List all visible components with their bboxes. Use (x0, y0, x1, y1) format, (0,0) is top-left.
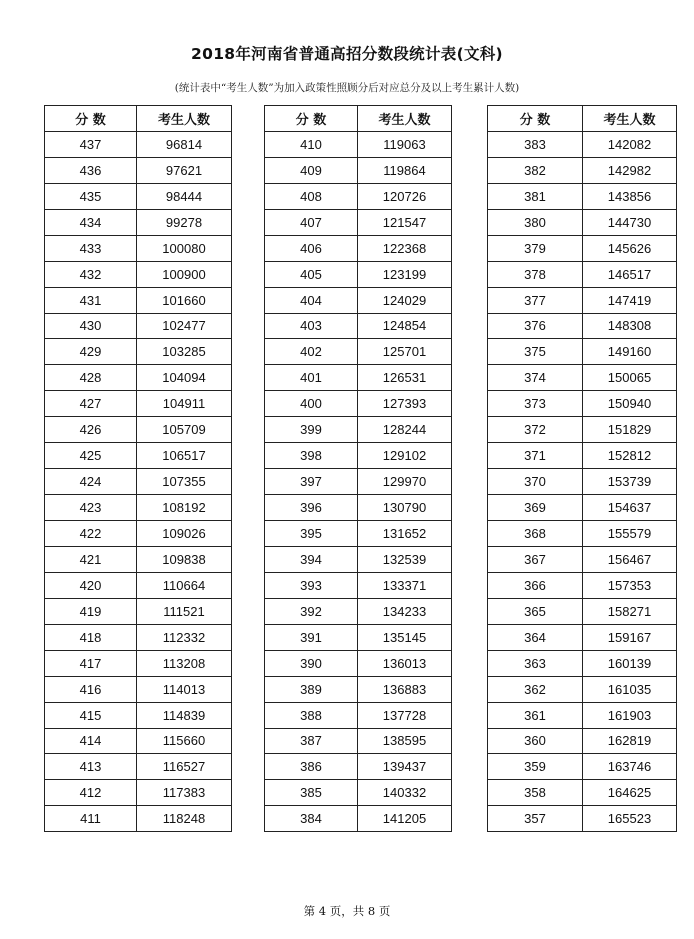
count-cell: 149160 (583, 339, 677, 365)
table-row (488, 183, 677, 209)
score-cell: 413 (45, 754, 137, 780)
table-row (45, 754, 232, 780)
table-row (45, 546, 232, 572)
header-score: 分 数 (488, 106, 583, 132)
count-cell: 153739 (583, 469, 677, 495)
count-cell: 156467 (583, 546, 677, 572)
score-cell: 385 (265, 780, 358, 806)
count-cell: 147419 (583, 287, 677, 313)
score-cell: 404 (265, 287, 358, 313)
table-row (488, 339, 677, 365)
table-row (488, 624, 677, 650)
count-cell: 136883 (358, 676, 452, 702)
table-row (265, 676, 452, 702)
table-row (488, 131, 677, 157)
table-row (488, 235, 677, 261)
table-row (45, 313, 232, 339)
count-cell: 119063 (358, 131, 452, 157)
table-row (265, 728, 452, 754)
count-cell: 104911 (137, 391, 232, 417)
count-cell: 111521 (137, 598, 232, 624)
table-row (488, 261, 677, 287)
score-cell: 396 (265, 495, 358, 521)
count-cell: 161035 (583, 676, 677, 702)
score-cell: 410 (265, 131, 358, 157)
table-row (45, 572, 232, 598)
count-cell: 126531 (358, 365, 452, 391)
table-row (488, 443, 677, 469)
count-cell: 121547 (358, 209, 452, 235)
score-cell: 425 (45, 443, 137, 469)
table-row (45, 261, 232, 287)
score-cell: 370 (488, 469, 583, 495)
count-cell: 101660 (137, 287, 232, 313)
count-cell: 157353 (583, 572, 677, 598)
score-cell: 368 (488, 521, 583, 547)
count-cell: 159167 (583, 624, 677, 650)
table-row (488, 469, 677, 495)
table-row (488, 806, 677, 832)
score-cell: 378 (488, 261, 583, 287)
table-row (265, 443, 452, 469)
score-cell: 390 (265, 650, 358, 676)
count-cell: 142982 (583, 157, 677, 183)
count-cell: 129102 (358, 443, 452, 469)
count-cell: 122368 (358, 235, 452, 261)
score-cell: 401 (265, 365, 358, 391)
table-row (265, 780, 452, 806)
table-row (265, 417, 452, 443)
score-cell: 419 (45, 598, 137, 624)
score-cell: 407 (265, 209, 358, 235)
table-row (265, 183, 452, 209)
score-cell: 388 (265, 702, 358, 728)
page-subtitle: (统计表中“考生人数”为加入政策性照顾分后对应总分及以上考生累计人数) (174, 82, 520, 94)
table-row (488, 650, 677, 676)
count-cell: 114013 (137, 676, 232, 702)
score-cell: 416 (45, 676, 137, 702)
table-row (265, 235, 452, 261)
count-cell: 154637 (583, 495, 677, 521)
count-cell: 150065 (583, 365, 677, 391)
score-cell: 402 (265, 339, 358, 365)
score-table-3 (487, 105, 677, 832)
table-row (265, 572, 452, 598)
table-row (488, 754, 677, 780)
score-cell: 430 (45, 313, 137, 339)
count-cell: 109026 (137, 521, 232, 547)
count-cell: 124029 (358, 287, 452, 313)
table-row (45, 780, 232, 806)
count-cell: 151829 (583, 417, 677, 443)
table-row (488, 287, 677, 313)
score-cell: 382 (488, 157, 583, 183)
table-row (45, 702, 232, 728)
score-table-1 (44, 105, 232, 832)
table-row (488, 157, 677, 183)
score-cell: 434 (45, 209, 137, 235)
table-row (265, 495, 452, 521)
count-cell: 136013 (358, 650, 452, 676)
score-cell: 426 (45, 417, 137, 443)
count-cell: 110664 (137, 572, 232, 598)
score-cell: 371 (488, 443, 583, 469)
count-cell: 128244 (358, 417, 452, 443)
score-cell: 428 (45, 365, 137, 391)
score-cell: 379 (488, 235, 583, 261)
score-cell: 359 (488, 754, 583, 780)
count-cell: 115660 (137, 728, 232, 754)
table-row (265, 339, 452, 365)
count-cell: 105709 (137, 417, 232, 443)
score-cell: 386 (265, 754, 358, 780)
score-cell: 435 (45, 183, 137, 209)
score-cell: 372 (488, 417, 583, 443)
table-row (265, 391, 452, 417)
table-row (265, 261, 452, 287)
score-cell: 412 (45, 780, 137, 806)
table-row (488, 728, 677, 754)
table-row (488, 676, 677, 702)
score-cell: 418 (45, 624, 137, 650)
table-row (45, 521, 232, 547)
count-cell: 140332 (358, 780, 452, 806)
table-row (488, 495, 677, 521)
score-cell: 383 (488, 131, 583, 157)
table-row (265, 546, 452, 572)
table-row (45, 391, 232, 417)
table-row (488, 780, 677, 806)
table-row (265, 598, 452, 624)
score-cell: 360 (488, 728, 583, 754)
table-header-row (488, 106, 677, 132)
score-cell: 375 (488, 339, 583, 365)
table-row (45, 365, 232, 391)
table-row (45, 287, 232, 313)
count-cell: 137728 (358, 702, 452, 728)
count-cell: 138595 (358, 728, 452, 754)
count-cell: 145626 (583, 235, 677, 261)
count-cell: 99278 (137, 209, 232, 235)
score-cell: 365 (488, 598, 583, 624)
score-cell: 431 (45, 287, 137, 313)
score-cell: 406 (265, 235, 358, 261)
count-cell: 118248 (137, 806, 232, 832)
score-cell: 421 (45, 546, 137, 572)
score-cell: 415 (45, 702, 137, 728)
count-cell: 125701 (358, 339, 452, 365)
count-cell: 119864 (358, 157, 452, 183)
table-row (265, 521, 452, 547)
count-cell: 165523 (583, 806, 677, 832)
score-cell: 429 (45, 339, 137, 365)
score-cell: 369 (488, 495, 583, 521)
table-row (45, 650, 232, 676)
score-cell: 420 (45, 572, 137, 598)
count-cell: 158271 (583, 598, 677, 624)
score-cell: 381 (488, 183, 583, 209)
table-row (488, 702, 677, 728)
page-title: 2018年河南省普通高招分数段统计表(文科) (191, 45, 503, 63)
count-cell: 114839 (137, 702, 232, 728)
score-cell: 367 (488, 546, 583, 572)
header-count: 考生人数 (137, 106, 232, 132)
count-cell: 142082 (583, 131, 677, 157)
score-cell: 399 (265, 417, 358, 443)
table-row (265, 157, 452, 183)
score-cell: 424 (45, 469, 137, 495)
score-table-2 (264, 105, 452, 832)
count-cell: 155579 (583, 521, 677, 547)
score-cell: 377 (488, 287, 583, 313)
count-cell: 161903 (583, 702, 677, 728)
score-cell: 432 (45, 261, 137, 287)
table-row (265, 287, 452, 313)
table-row (45, 443, 232, 469)
table-row (265, 624, 452, 650)
count-cell: 127393 (358, 391, 452, 417)
score-cell: 395 (265, 521, 358, 547)
header-score: 分 数 (265, 106, 358, 132)
score-cell: 374 (488, 365, 583, 391)
count-cell: 98444 (137, 183, 232, 209)
score-cell: 373 (488, 391, 583, 417)
count-cell: 141205 (358, 806, 452, 832)
table-row (265, 209, 452, 235)
score-cell: 391 (265, 624, 358, 650)
score-cell: 361 (488, 702, 583, 728)
score-cell: 436 (45, 157, 137, 183)
count-cell: 107355 (137, 469, 232, 495)
table-row (265, 313, 452, 339)
table-row (45, 417, 232, 443)
score-cell: 394 (265, 546, 358, 572)
count-cell: 146517 (583, 261, 677, 287)
table-row (265, 702, 452, 728)
count-cell: 143856 (583, 183, 677, 209)
score-cell: 393 (265, 572, 358, 598)
score-cell: 380 (488, 209, 583, 235)
count-cell: 116527 (137, 754, 232, 780)
table-row (45, 183, 232, 209)
table-row (45, 469, 232, 495)
count-cell: 112332 (137, 624, 232, 650)
score-cell: 403 (265, 313, 358, 339)
count-cell: 150940 (583, 391, 677, 417)
table-row (265, 469, 452, 495)
table-row (45, 131, 232, 157)
header-score: 分 数 (45, 106, 137, 132)
table-row (265, 650, 452, 676)
count-cell: 113208 (137, 650, 232, 676)
header-count: 考生人数 (358, 106, 452, 132)
table-row (488, 546, 677, 572)
score-cell: 423 (45, 495, 137, 521)
score-cell: 414 (45, 728, 137, 754)
score-cell: 408 (265, 183, 358, 209)
count-cell: 139437 (358, 754, 452, 780)
count-cell: 163746 (583, 754, 677, 780)
count-cell: 103285 (137, 339, 232, 365)
score-cell: 363 (488, 650, 583, 676)
count-cell: 102477 (137, 313, 232, 339)
count-cell: 144730 (583, 209, 677, 235)
count-cell: 160139 (583, 650, 677, 676)
table-row (45, 157, 232, 183)
count-cell: 133371 (358, 572, 452, 598)
count-cell: 129970 (358, 469, 452, 495)
score-cell: 376 (488, 313, 583, 339)
table-row (45, 598, 232, 624)
score-cell: 384 (265, 806, 358, 832)
count-cell: 100080 (137, 235, 232, 261)
score-cell: 422 (45, 521, 137, 547)
count-cell: 148308 (583, 313, 677, 339)
count-cell: 124854 (358, 313, 452, 339)
score-cell: 437 (45, 131, 137, 157)
count-cell: 134233 (358, 598, 452, 624)
score-cell: 400 (265, 391, 358, 417)
table-row (488, 313, 677, 339)
count-cell: 104094 (137, 365, 232, 391)
score-cell: 427 (45, 391, 137, 417)
score-cell: 433 (45, 235, 137, 261)
score-cell: 417 (45, 650, 137, 676)
count-cell: 162819 (583, 728, 677, 754)
table-row (488, 365, 677, 391)
count-cell: 152812 (583, 443, 677, 469)
score-cell: 405 (265, 261, 358, 287)
count-cell: 164625 (583, 780, 677, 806)
table-row (45, 806, 232, 832)
score-cell: 364 (488, 624, 583, 650)
table-row (488, 417, 677, 443)
score-cell: 358 (488, 780, 583, 806)
table-row (265, 754, 452, 780)
table-row (265, 365, 452, 391)
table-row (488, 572, 677, 598)
table-row (45, 235, 232, 261)
score-cell: 362 (488, 676, 583, 702)
count-cell: 117383 (137, 780, 232, 806)
table-header-row (45, 106, 232, 132)
table-row (265, 131, 452, 157)
score-cell: 389 (265, 676, 358, 702)
table-row (488, 598, 677, 624)
score-cell: 411 (45, 806, 137, 832)
table-row (45, 624, 232, 650)
score-cell: 398 (265, 443, 358, 469)
count-cell: 123199 (358, 261, 452, 287)
count-cell: 135145 (358, 624, 452, 650)
table-row (45, 495, 232, 521)
table-row (488, 391, 677, 417)
table-header-row (265, 106, 452, 132)
count-cell: 108192 (137, 495, 232, 521)
score-cell: 387 (265, 728, 358, 754)
score-cell: 397 (265, 469, 358, 495)
header-count: 考生人数 (583, 106, 677, 132)
page-footer: 第 4 页，共 8 页 (303, 904, 391, 918)
count-cell: 106517 (137, 443, 232, 469)
count-cell: 100900 (137, 261, 232, 287)
score-cell: 392 (265, 598, 358, 624)
count-cell: 131652 (358, 521, 452, 547)
count-cell: 132539 (358, 546, 452, 572)
count-cell: 130790 (358, 495, 452, 521)
table-row (45, 209, 232, 235)
table-row (265, 806, 452, 832)
table-row (45, 676, 232, 702)
table-row (45, 728, 232, 754)
count-cell: 120726 (358, 183, 452, 209)
count-cell: 96814 (137, 131, 232, 157)
table-row (488, 521, 677, 547)
table-row (488, 209, 677, 235)
score-cell: 366 (488, 572, 583, 598)
count-cell: 97621 (137, 157, 232, 183)
table-row (45, 339, 232, 365)
score-cell: 409 (265, 157, 358, 183)
score-cell: 357 (488, 806, 583, 832)
count-cell: 109838 (137, 546, 232, 572)
